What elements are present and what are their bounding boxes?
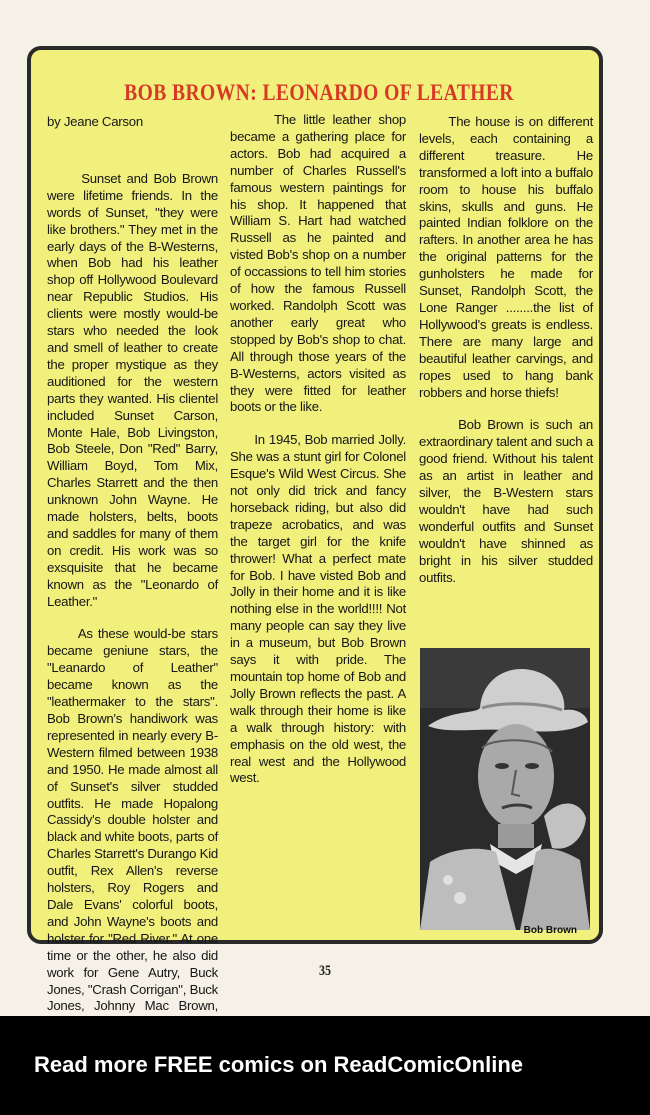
article-column-2 — [230, 112, 406, 787]
page-number: 35 — [319, 963, 331, 979]
article-paragraph-5 — [419, 114, 593, 401]
paragraph-3-text: The little leather shop became a gathering place for actors. Bob had acquired a number of Charles Russell's famous western paintings for his shop. It happened that William S. Hart had watched Russell as he painted and visted Bob's shop on a number of occassions to tell him stories of how the famous Russell worked. Randolph Scott was another early great who stopped by Bob's shop to chat. All through those years of the B-Westerns, actors visited as they were fitted for leather boots or the like. — [230, 112, 406, 415]
portrait-illustration — [420, 648, 590, 930]
bob-brown-photo — [420, 648, 590, 930]
article-paragraph-6 — [419, 417, 593, 586]
promo-banner-text[interactable]: Read more FREE comics on ReadComicOnline — [34, 1052, 524, 1077]
paragraph-6-text: Bob Brown is such an extraordinary talent and such a good friend. Without his talent as an artist in leather and silver, the B-Western stars wouldn't have had such wonderful outfits and Sunset wouldn't have shinned as bright in his silver studded outfits. — [419, 417, 593, 585]
photo-caption: Bob Brown — [523, 925, 577, 936]
paragraph-5-text: The house is on different levels, each containing a different treasure. He transformed a loft into a buffalo room to house his buffalo skins, skulls and guns. He painted Indian folklore on the rafters. In another area he has the original patterns for the gunholsters he made for Sunset, Randolph Scott, the Lone Ranger ........the list of Hollywood's greats is endless. There are many large and beautiful leather carvings, and ropes used to hang bank robbers and horse thiefs! — [419, 114, 593, 400]
paragraph-2-text: As these would-be stars became geniune stars, the "Leanardo of Leather" became known as the "leathermaker to the stars". Bob Brown's handiwork was represented in nearly every B-Western filmed between 1938 and 1950. He made almost all of Sunset's silver studded outfits. He made Hopalong Cassidy's double holster and black and white boots, parts of Charles Starrett's Durango Kid outfit, Rex Allen's reverse holsters, Roy Rogers and Dale Evans' colorful boots, and John Wayne's boots and holster for "Red River." At one time or the other, he also did work for Gene Autry, Buck Jones, "Crash Corrigan", Buck Jones, Johnny Mac Brown, — [47, 626, 218, 1014]
paragraph-1-text: Sunset and Bob Brown were lifetime friends. In the words of Sunset, "they were like brothers." They met in the early days of the B-Westerns, when Bob had his leather shop off Hollywood Boulevard near Republic Studios. His clients were mostly would-be stars who needed the look and smell of leather to create the proper mystique as they auditioned for the western parts they wanted. His clientel included Sunset Carson, Monte Hale, Bob Livingston, Bob Steele, Don "Red" Barry, William Boyd, Tom Mix, Charles Starrett and the then unknown John Wayne. He made holsters, belts, boots and saddles for many of them on credit. His work was so exsquisite that he became known as the "Leonardo of Leather." — [47, 170, 218, 609]
article-paragraph-1 — [47, 171, 218, 611]
byline: by Jeane Carson — [47, 114, 143, 129]
article-paragraph-4 — [230, 432, 406, 787]
promo-banner[interactable] — [0, 1016, 650, 1115]
paragraph-4-text: In 1945, Bob married Jolly. She was a stunt girl for Colonel Esque's Wild West Circus. She not only did trick and fancy horseback riding, but also did trapeze acrobatics, and was the target girl for the knife thrower! What a perfect mate for Bob. I have visted Bob and Jolly in their home and it is like nothing else in the world!!!! Not many people can say they live in a museum, but Bob Brown says it with pride. The mountain top home of Bob and Jolly Brown reflects the past. A walk through their home is like a walk through history: with emphasis on the old west, the real west and the Hollywood west. — [230, 432, 406, 786]
article-paragraph-3 — [230, 112, 406, 416]
article-column-3 — [419, 114, 593, 586]
article-title: BOB BROWN: LEONARDO OF LEATHER — [124, 80, 514, 105]
article-column-1 — [47, 114, 218, 1032]
